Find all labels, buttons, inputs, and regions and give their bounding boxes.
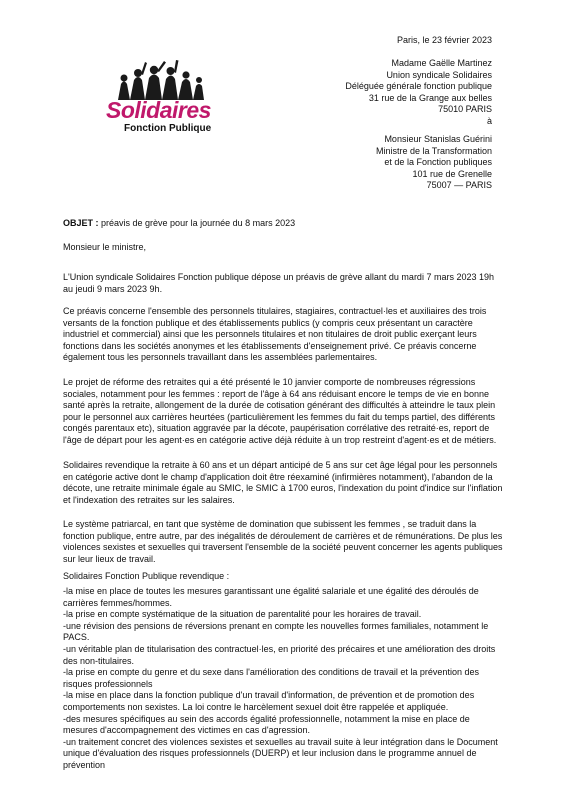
list-item: -la prise en compte systématique de la situation de parentalité pour les horaires de travail.	[63, 609, 422, 620]
logo-subtitle: Fonction Publique	[124, 123, 212, 134]
paragraph: Solidaires revendique la retraite à 60 ans et un départ anticipé de 5 ans sur cet âge légal pour les personnels en catégorie active dont le champ d'application doit être réexaminé (infirmières notamment), l'abandon de la décote, une retraite minimale égale au SMIC, le SMIC à 1700 euros, l'indexation du point d'indice sur l'inflation et l'indexation des retraites sur les salaires.	[63, 460, 503, 505]
letter-date: Paris, le 23 février 2023	[396, 35, 492, 45]
letter-subject	[63, 218, 503, 230]
recipient-block	[376, 134, 492, 192]
list-item: -des mesures spécifiques au sein des accords égalité professionnelle, notamment la mise en place de mesures d'accompagnement des victimes en cas d'agression.	[63, 713, 470, 736]
paragraph: Le système patriarcal, en tant que système de domination que subissent les femmes , se traduit dans la fonction publique, entre autre, par des inégalités de déroulement de carrières et de rémunérations. De plus les violences sexistes et sexuelles qui traversent l'ensemble de la société peuvent concerner les agents publiques sur leur lieux de travail.	[63, 519, 503, 564]
address-line: Ministre de la Transformation	[375, 145, 492, 156]
list-item: -la prise en compte du genre et du sexe dans l'amélioration des conditions de travail et la prévention des risques professionnels	[63, 667, 479, 689]
address-line: et de la Fonction publiques	[384, 157, 492, 168]
demands-list	[63, 586, 503, 772]
paragraph: Ce préavis concerne l'ensemble des personnels titulaires, stagiaires, contractuel·les et auxiliaires des trois versants de la fonction publique et des établissements publics (y compris ceux présentant un caractère industriel et commercial) ainsi que les personnels titulaires et non titulaires de droit public exerçant leurs fonctions dans les sociétés anonymes et les établissements d'enseignement privé. Ce préavis concerne également tous les personnels travaillant dans les assemblées parlementaires.	[63, 306, 487, 363]
address-line: Madame Gaëlle Martinez	[391, 58, 492, 68]
logo-wordmark: Solidaires	[106, 97, 211, 123]
crowd-icon	[112, 60, 208, 100]
list-item: -un véritable plan de titularisation des contractuel·les, en priorité des précaires et une amélioration des droits des non-titulaires.	[63, 643, 496, 666]
address-line: 75010 PARIS	[438, 104, 492, 115]
paragraph: Le projet de réforme des retraites qui a été présenté le 10 janvier comporte de nombreuses régressions sociales, notamment pour les femmes : report de l'âge à 64 ans réduisant encore le temps de vie en bonne santé après la retraite, allongement de la durée de cotisation générant des difficultés à atteindre le taux plein pour le personnel aux carrières heurtées (particulièrement les femmes du fait du temps partiel, des différents congés parentaux etc), situation aggravée par la décote, paupérisation corrélative des retraité·es, report de l'âge de départ pour les agent·es en catégorie active déjà réduite à un trop restreint d'agent·es et de métiers.	[63, 377, 497, 445]
address-line: 31 rue de la Grange aux belles	[368, 92, 492, 103]
subject-label: OBJET :	[63, 218, 99, 228]
paragraph: L'Union syndicale Solidaires Fonction publique dépose un préavis de grève allant du mardi 7 mars 2023 19h au jeudi 9 mars 2023 9h.	[63, 272, 494, 294]
subject-text: préavis de grève pour la journée du 8 mars 2023	[98, 218, 296, 228]
address-line: à	[486, 115, 492, 126]
address-line: Déléguée générale fonction publique	[345, 81, 492, 92]
paragraph: Solidaires Fonction Publique revendique :	[63, 571, 230, 581]
salutation: Monsieur le ministre,	[63, 242, 147, 252]
list-item: -la mise en place de toutes les mesures garantissant une égalité salariale et une égalité des déroulés de carrières femmes/hommes.	[63, 586, 479, 608]
address-block	[345, 58, 492, 128]
address-line: 101 rue de Grenelle	[412, 168, 492, 179]
address-line: 75007 — PARIS	[426, 180, 492, 191]
list-item: -la mise en place dans la fonction publique d'un travail d'information, de prévention et de promotion des comportements non sexistes. La loi contre le harcèlement sexuel doit être rappelée et appliquée.	[63, 690, 475, 712]
list-item: -une révision des pensions de réversions prenant en compte les nouvelles formes familiales, notamment le PACS.	[63, 620, 489, 643]
address-line: Monsieur Stanislas Guérini	[384, 134, 492, 144]
address-line: Union syndicale Solidaires	[386, 69, 492, 80]
list-item: -un traitement concret des violences sexistes et sexuelles au travail suite à leur intégration dans le Document unique d'évaluation des risques professionnels (DUERP) et leur inclusion dans le programme annuel de prévention	[63, 736, 498, 770]
solidaires-logo	[100, 60, 220, 138]
